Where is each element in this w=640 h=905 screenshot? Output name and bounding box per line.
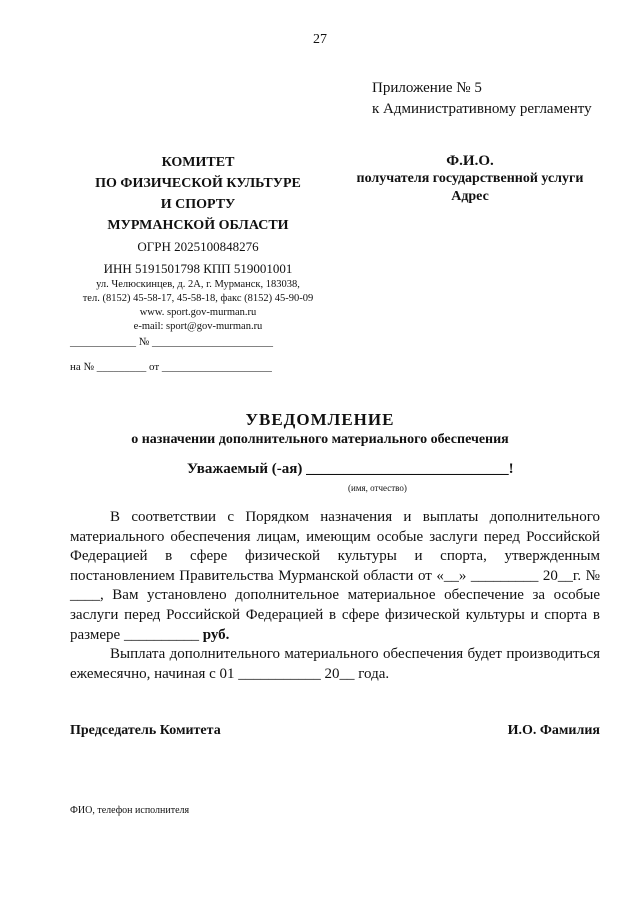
page-number: 27 [313, 32, 327, 47]
org-email: e-mail: sport@gov-murman.ru [133, 321, 263, 332]
org-website: www. sport.gov-murman.ru [139, 307, 257, 318]
org-ogrn: ОГРН 2025100848276 [137, 239, 259, 254]
appendix-block [372, 78, 592, 120]
org-inn-kpp: ИНН 5191501798 КПП 519001001 [103, 261, 293, 276]
registration-reply-line: на № _________ от ____________________ [70, 361, 272, 373]
appendix-line-1: Приложение № 5 [372, 80, 482, 96]
document-subtitle: о назначении дополнительного материального обеспечения [131, 432, 509, 447]
recipient-label: получателя государственной услуги [356, 171, 584, 186]
org-name-line-2: ПО ФИЗИЧЕСКОЙ КУЛЬТУРЕ [95, 176, 301, 191]
org-name-line-1: КОМИТЕТ [161, 155, 235, 170]
paragraph-1-text: В соответствии с Порядком назначения и выплаты дополнительного материального обеспечения лицам, имеющим особые заслуги перед Российской Федерацией в сфере физической культуры и спорта, утвержденным постановлением Правительства Мурманской области от «__» _________ 20__г. № ____, Вам установлено дополнительное материальное обеспечение за особые заслуги перед Российской Федерацией в сфере физической культуры и спорта в размере [70, 509, 600, 643]
signature-position: Председатель Комитета [70, 723, 221, 738]
notice-body [70, 508, 600, 684]
org-address: ул. Челюскинцев, д. 2А, г. Мурманск, 183038, [96, 279, 300, 290]
greeting: Уважаемый (-ая) ___________________________! [187, 461, 514, 477]
org-phones: тел. (8152) 45-58-17, 45-58-18, факс (8152) 45-90-09 [82, 293, 314, 304]
org-name-line-4: МУРМАНСКОЙ ОБЛАСТИ [107, 218, 289, 233]
recipient-address: Адрес [451, 189, 489, 204]
recipient-block [330, 152, 610, 206]
greeting-hint: (имя, отчество) [348, 483, 407, 493]
executor-note: ФИО, телефон исполнителя [70, 805, 190, 816]
appendix-line-2: к Административному регламенту [372, 101, 592, 117]
organization-block [68, 152, 328, 334]
org-name-line-3: И СПОРТУ [160, 197, 236, 212]
paragraph-1 [70, 508, 600, 645]
amount-blank: __________ [123, 626, 199, 643]
recipient-fio: Ф.И.О. [446, 153, 494, 169]
signature-name: И.О. Фамилия [507, 723, 600, 738]
currency: руб. [202, 626, 230, 643]
registration-number-line: ____________ № ______________________ [70, 336, 273, 348]
document-title: УВЕДОМЛЕНИЕ [245, 410, 395, 429]
paragraph-2: Выплата дополнительного материального обеспечения будет производиться ежемесячно, начиная с 01 ___________ 20__ года. [70, 646, 600, 682]
